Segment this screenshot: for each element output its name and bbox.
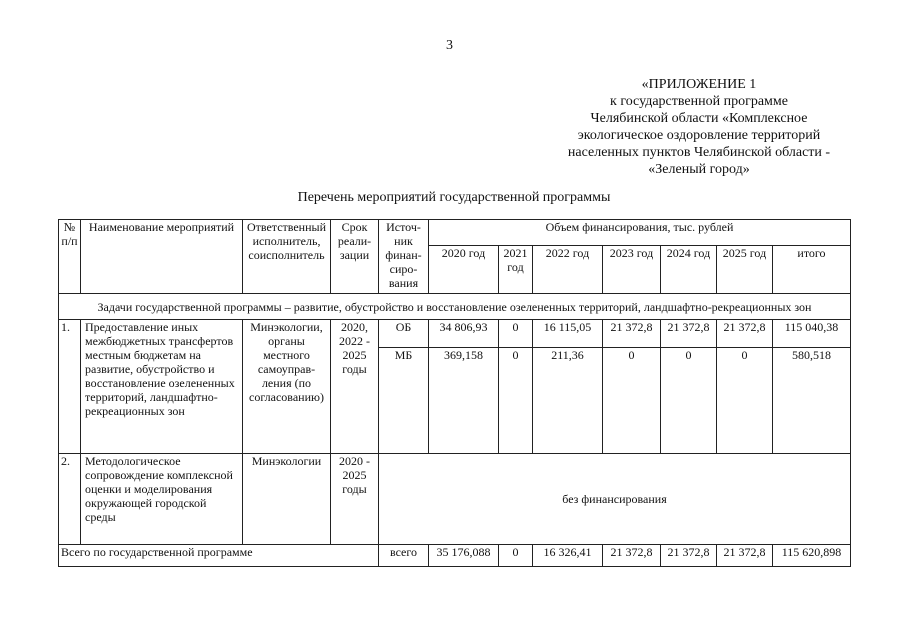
total-value: 21 372,8: [717, 545, 773, 567]
total-value: 0: [499, 545, 533, 567]
source-cell: МБ: [379, 348, 429, 454]
row-num: 2.: [59, 454, 81, 545]
appendix-line: населенных пунктов Челябинской области -: [567, 145, 831, 160]
appendix-heading: [520, 76, 878, 178]
total-label: Всего по государственной программе: [59, 545, 379, 567]
header-year: 2020 год: [429, 246, 499, 294]
header-year: 2023 год: [603, 246, 661, 294]
header-total: итого: [773, 246, 851, 294]
value-cell: 0: [499, 320, 533, 348]
tasks-row: Задачи государственной программы – развитие, обустройство и восстановление озелененных территорий, ландшафтно-рекреационных зон: [59, 294, 851, 320]
value-cell: 34 806,93: [429, 320, 499, 348]
row-num: 1.: [59, 320, 81, 454]
row-executor: Минэкологии, органы местного самоуправ-ления (по согласованию): [243, 320, 331, 454]
header-source: Источ-ник финан-сиро-вания: [379, 220, 429, 294]
appendix-line: экологическое оздоровление территорий: [577, 128, 821, 143]
row-term: 2020 - 2025 годы: [331, 454, 379, 545]
value-cell: 0: [603, 348, 661, 454]
value-cell: 211,36: [533, 348, 603, 454]
value-cell: 580,518: [773, 348, 851, 454]
value-cell: 21 372,8: [717, 320, 773, 348]
header-year: 2025 год: [717, 246, 773, 294]
total-value: 21 372,8: [661, 545, 717, 567]
total-value: 115 620,898: [773, 545, 851, 567]
source-cell: ОБ: [379, 320, 429, 348]
row-executor: Минэкологии: [243, 454, 331, 545]
appendix-line: «ПРИЛОЖЕНИЕ 1: [641, 77, 757, 92]
value-cell: 16 115,05: [533, 320, 603, 348]
row-name: Методологическое сопровождение комплексной оценки и моделирования окружающей городской среды: [81, 454, 243, 545]
header-volume: Объем финансирования, тыс. рублей: [429, 220, 851, 246]
appendix-line: Челябинской области «Комплексное: [590, 111, 808, 126]
total-value: 21 372,8: [603, 545, 661, 567]
row-name: Предоставление иных межбюджетных трансфертов местным бюджетам на развитие, обустройство и восстановление озелененных территорий, ландшафтно-рекреационных зон: [81, 320, 243, 454]
page-number: 3: [446, 38, 453, 53]
value-cell: 369,158: [429, 348, 499, 454]
value-cell: 21 372,8: [603, 320, 661, 348]
value-cell: 115 040,38: [773, 320, 851, 348]
header-name: Наименование мероприятий: [81, 220, 243, 294]
header-year: 2021 год: [499, 246, 533, 294]
row-term: 2020, 2022 - 2025 годы: [331, 320, 379, 454]
value-cell: 0: [499, 348, 533, 454]
appendix-line: «Зеленый город»: [648, 162, 750, 177]
header-num: № п/п: [59, 220, 81, 294]
total-value: 35 176,088: [429, 545, 499, 567]
financing-table: [58, 219, 851, 567]
appendix-line: к государственной программе: [610, 94, 788, 109]
total-source: всего: [379, 545, 429, 567]
value-cell: 0: [717, 348, 773, 454]
value-cell: 0: [661, 348, 717, 454]
header-year: 2024 год: [661, 246, 717, 294]
value-cell: 21 372,8: [661, 320, 717, 348]
header-term: Срок реали-зации: [331, 220, 379, 294]
total-value: 16 326,41: [533, 545, 603, 567]
header-executor: Ответственный исполнитель, соисполнитель: [243, 220, 331, 294]
list-title: Перечень мероприятий государственной программы: [297, 190, 611, 205]
no-funding-cell: без финансирования: [379, 454, 851, 545]
header-year: 2022 год: [533, 246, 603, 294]
